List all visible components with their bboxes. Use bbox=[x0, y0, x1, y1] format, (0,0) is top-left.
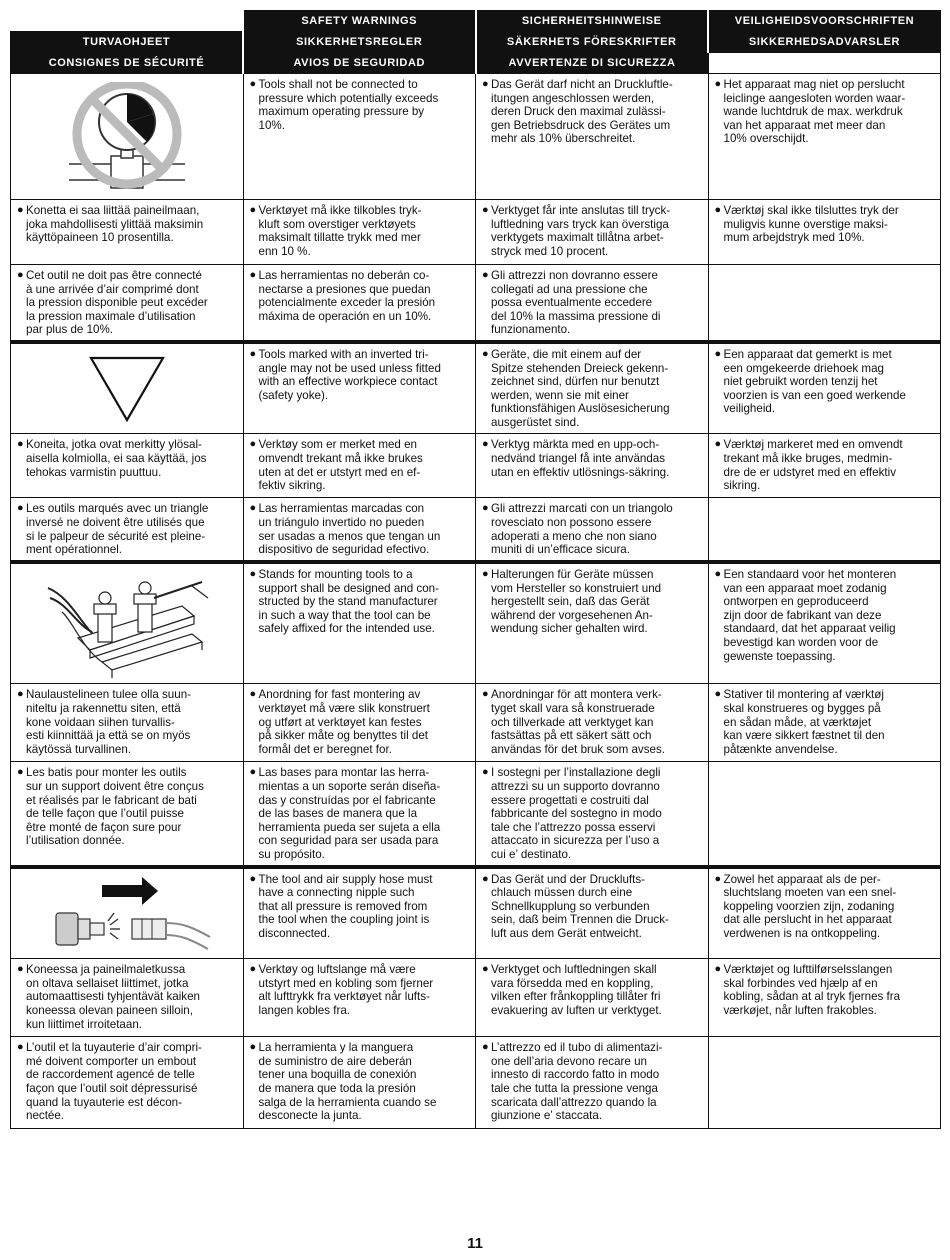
header-sakerhets-foreskrifter: SÄKERHETS FÖRESKRIFTER bbox=[476, 32, 709, 53]
section-1-row-b bbox=[11, 200, 941, 265]
section-3-da: ● Stativer til montering af værktøj skal konstrueres og bygges på en sådan måde, at værktøjet kan være sikkert fæstnet til den påtænkte anvendelse. bbox=[708, 684, 941, 762]
section-3-nl: ● Een standaard voor het monteren van een apparaat moet zodanig ontworpen en geproduceerd zijn door de fabrikant van deze standaard, dat het apparaat veilig bevestigd kan worden voor de gewenste toepassing. bbox=[708, 562, 941, 684]
page-number: 11 bbox=[467, 1235, 483, 1252]
header-row-2 bbox=[11, 32, 941, 53]
section-4-es: ● La herramienta y la manguera de suministro de aire deberán tener una boquilla de conexión de manera que toda la presión salga de la herramienta cuando se desconecte la junta. bbox=[243, 1037, 476, 1129]
section-1-empty bbox=[708, 265, 941, 342]
section-4-row-b bbox=[11, 959, 941, 1037]
section-1-fr: ● Cet outil ne doit pas être connecté à une arrivée d’air comprimé dont la pression disponible peut excéder la pression maximale d’utilisation par plus de 10%. bbox=[11, 265, 244, 342]
section-2-it: ● Gli attrezzi marcati con un triangolo rovesciato non possono essere adoperati a meno che non siano muniti di un’efficace sicura. bbox=[476, 498, 709, 562]
section-4-nl: ● Zowel het apparaat als de per- sluchtslang moeten van een snel- koppeling voorzien zijn, zodaning dat alle perslucht in het apparaat verdwenen is na ontkoppeling. bbox=[708, 867, 941, 959]
header-consignes: CONSIGNES DE SÉCURITÉ bbox=[11, 53, 244, 74]
header-sikkerhedsadvarsler: SIKKERHEDSADVARSLER bbox=[708, 32, 941, 53]
tool-mounting-stand-icon bbox=[11, 562, 244, 684]
header-veiligheidsvoorschriften: VEILIGHEIDSVOORSCHRIFTEN bbox=[708, 11, 941, 32]
section-4-de: ● Das Gerät und der Drucklufts- chlauch müssen durch eine Schnellkupplung so verbunden sein, daß beim Trennen die Druck- luft aus dem Gerät entweicht. bbox=[476, 867, 709, 959]
section-4-no: ● Verktøy og luftslange må være utstyrt med en kobling som fjerner alt lufttrykk fra verktøyet når lufts- langen kobles fra. bbox=[243, 959, 476, 1037]
section-1-fi: ● Konetta ei saa liittää paineilmaan, joka mahdollisesti ylittää maksimin käyttöpaineen 10 prosentilla. bbox=[11, 200, 244, 265]
section-1-da: ● Værktøj skal ikke tilsluttes tryk der muligvis kunne overstige maksi- mum arbejdstryk med 10%. bbox=[708, 200, 941, 265]
inverted-triangle-icon bbox=[11, 342, 244, 434]
section-3-empty bbox=[708, 762, 941, 867]
section-4-empty bbox=[708, 1037, 941, 1129]
section-1-nl: ● Het apparaat mag niet op perslucht leiclinge aangesloten worden waar- wande luchtdruk de max. werkdruk van het apparaat met meer dan 10% overschijdt. bbox=[708, 74, 941, 200]
section-1-no: ● Verktøyet må ikke tilkobles tryk- kluft som overstiger verktøyets maksimalt tillatte trykk med mer enn 10 %. bbox=[243, 200, 476, 265]
header-avvertenze: AVVERTENZE DI SICUREZZA bbox=[476, 53, 709, 74]
section-1-row-c bbox=[11, 265, 941, 342]
section-2-en: ● Tools marked with an inverted tri- angle may not be used unless fitted with an effective workpiece contact (safety yoke). bbox=[243, 342, 476, 434]
header-sicherheitshinweise: SICHERHEITSHINWEISE bbox=[476, 11, 709, 32]
section-4-sv: ● Verktyget och luftledningen skall vara försedda med en koppling, vilken efter frånkoppling tillåter fri evakuering av luften ur verktyget. bbox=[476, 959, 709, 1037]
section-3-it: ● I sostegni per l’installazione degli attrezzi su un supporto dovranno essere progettati e costruiti dal fabbricante del sostegno in modo tale che l’attrezzo possa esservi attaccato in sicurezza per l’uso a cui e’ destinato. bbox=[476, 762, 709, 867]
section-4-en: ● The tool and air supply hose must have a connecting nipple such that all pressure is removed from the tool when the coupling joint is disconnected. bbox=[243, 867, 476, 959]
section-1-es: ● Las herramientas no deberán co- nectarse a presiones que puedan potencialmente exceder la presión máxima de operación en un 10%. bbox=[243, 265, 476, 342]
section-1-en: ● Tools shall not be connected to pressure which potentially exceeds maximum operating pressure by 10%. bbox=[243, 74, 476, 200]
section-2-empty bbox=[708, 498, 941, 562]
section-3-sv: ● Anordningar för att montera verk- tyget skall vara så konstruerade och tillverkade att verktyget kan fastsättas på ett säkert sätt och användas för det bruk som avses. bbox=[476, 684, 709, 762]
header-empty-cell bbox=[708, 53, 941, 74]
air-hose-coupling-icon bbox=[11, 867, 244, 959]
section-3-fr: ● Les batis pour monter les outils sur un support doivent être conçus et réalisés par le fabricant de bati de telle façon que l’outil puisse être monté de façon sure pour l’utilisation donnée. bbox=[11, 762, 244, 867]
header-safety-warnings: SAFETY WARNINGS bbox=[243, 11, 476, 32]
section-3-de: ● Halterungen für Geräte müssen vom Hersteller so konstruiert und hergestellt sein, daß das Gerät während der vorgesehenen An- wendung sicher gehalten wird. bbox=[476, 562, 709, 684]
safety-warnings-page bbox=[10, 10, 940, 1129]
section-1-it: ● Gli attrezzi non dovranno essere collegati ad una pressione che possa eventualmente eccedere del 10% la massima pressione di funzionamento. bbox=[476, 265, 709, 342]
section-4-da: ● Værktøjet og lufttilførselsslangen skal forbindes ved hjælp af en kobling, sådan at al tryk fjernes fra værkøjet, når luften frakobles. bbox=[708, 959, 941, 1037]
section-2-es: ● Las herramientas marcadas con un triángulo invertido no pueden ser usadas a menos que tengan un dispositivo de seguridad efectivo. bbox=[243, 498, 476, 562]
section-4-it: ● L’attrezzo ed il tubo di alimentazi- one dell’aria devono recare un innesto di raccordo fatto in modo tale che tutta la pressione venga scaricata dall’attrezzo quando la giunzione e’ staccata. bbox=[476, 1037, 709, 1129]
header-row-3 bbox=[11, 53, 941, 74]
header-blank-cell bbox=[11, 11, 244, 32]
safety-warnings-table bbox=[10, 10, 941, 1129]
section-2-row-a bbox=[11, 342, 941, 434]
section-3-no: ● Anordning for fast montering av verktøyet må være slik konstruert og utført at verktøyet kan festes på sikker måte og benyttes til det formål det er beregnet for. bbox=[243, 684, 476, 762]
section-3-fi: ● Naulaustelineen tulee olla suun- niteltu ja rakennettu siten, että kone voidaan siihen turvallis- esti kiinnittää ja että se on myös käytössä turvallinen. bbox=[11, 684, 244, 762]
section-3-row-a bbox=[11, 562, 941, 684]
section-4-fr: ● L’outil et la tuyauterie d’air compri- mé doivent comporter un embout de raccordement agencé de telle façon que l’outil soit dépressurisé quand la tuyauterie est décon- nectée. bbox=[11, 1037, 244, 1129]
section-2-no: ● Verktøy som er merket med en omvendt trekant må ikke brukes uten at det er utstyrt med en ef- fektiv sikring. bbox=[243, 434, 476, 498]
section-2-da: ● Værktøj markeret med en omvendt trekant må ikke bruges, medmin- dre de er udstyret med en effektiv sikring. bbox=[708, 434, 941, 498]
section-3-en: ● Stands for mounting tools to a support shall be designed and con- structed by the stand manufacturer in such a way that the tool can be safely affixed for the intended use. bbox=[243, 562, 476, 684]
section-2-nl: ● Een apparaat dat gemerkt is met een omgekeerde driehoek mag niet gebruikt worden tenzij het voorzien is van een goed werkende veiligheid. bbox=[708, 342, 941, 434]
section-1-row-a bbox=[11, 74, 941, 200]
section-2-fr: ● Les outils marqués avec un triangle inversé ne doivent être utilisés que si le palpeur de sécurité est pleine- ment opérationnel. bbox=[11, 498, 244, 562]
section-3-row-b bbox=[11, 684, 941, 762]
section-2-fi: ● Koneita, jotka ovat merkitty ylösal- aisella kolmiolla, ei saa käyttää, jos tehokas varmistin puuttuu. bbox=[11, 434, 244, 498]
section-4-row-a bbox=[11, 867, 941, 959]
section-2-de: ● Geräte, die mit einem auf der Spitze stehenden Dreieck gekenn- zeichnet sind, dürfen nur benutzt werden, wenn sie mit einer funktionsfähigen Auslösesicherung ausgerüstet sind. bbox=[476, 342, 709, 434]
section-2-row-c bbox=[11, 498, 941, 562]
section-2-row-b bbox=[11, 434, 941, 498]
section-4-fi: ● Koneessa ja paineilmaletkussa on oltava sellaiset liittimet, jotka automaattisesti tyhjentävät kaiken koneessa olevan paineen silloin, kun liittimet irroitetaan. bbox=[11, 959, 244, 1037]
section-3-es: ● Las bases para montar las herra- mientas a un soporte serán diseña- das y construídas por el fabricante de las bases de manera que la herramienta pueda ser sujeta a ella con seguridad para ser usada para su propósito. bbox=[243, 762, 476, 867]
section-4-row-c bbox=[11, 1037, 941, 1129]
section-3-row-c bbox=[11, 762, 941, 867]
header-avios: AVIOS DE SEGURIDAD bbox=[243, 53, 476, 74]
section-1-sv: ● Verktyget får inte anslutas till tryck- luftledning vars tryck kan överstiga verktygets maximalt tillåtna arbet- stryck med 10 procent. bbox=[476, 200, 709, 265]
pressure-gauge-prohibited-icon bbox=[11, 74, 244, 200]
section-2-sv: ● Verktyg märkta med en upp-och- nedvänd triangel få inte användas utan en effektiv utlösnings-säkring. bbox=[476, 434, 709, 498]
section-1-de: ● Das Gerät darf nicht an Druckluftle- itungen angeschlossen werden, deren Druck den maximal zulässi- gen Betriebsdruck des Gerätes um mehr als 10% überschreitet. bbox=[476, 74, 709, 200]
header-row-1 bbox=[11, 11, 941, 32]
header-turvaohjeet: TURVAOHJEET bbox=[11, 32, 244, 53]
header-sikkerhetsregler: SIKKERHETSREGLER bbox=[243, 32, 476, 53]
